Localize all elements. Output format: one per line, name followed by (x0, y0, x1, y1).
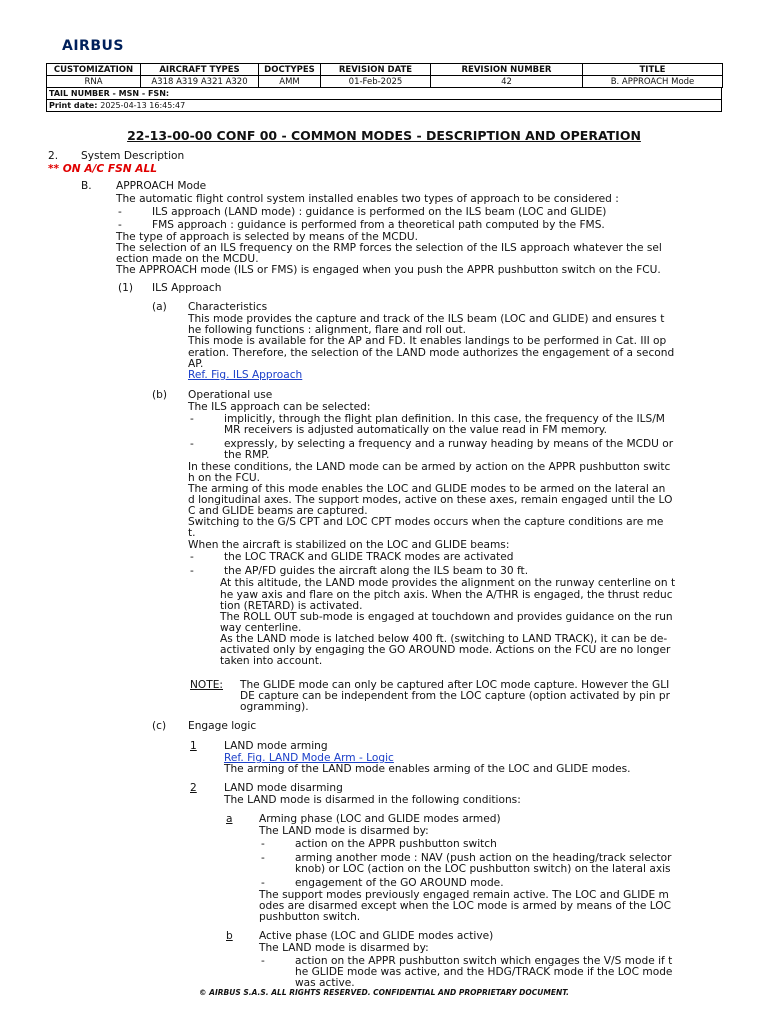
text-line: odes are disarmed except when the LOC mode is armed by means of the LOC (259, 900, 671, 912)
text-line: The automatic flight control system installed enables two types of approach to be considered : (116, 193, 619, 205)
text-line: 2. (48, 150, 59, 162)
text-line: h on the FCU. (188, 472, 261, 484)
text-line: b (226, 930, 233, 942)
text-line: The GLIDE mode can only be captured after LOC mode capture. However the GLI (240, 679, 670, 691)
text-line: the RMP. (224, 449, 270, 461)
value-cell: A318 A319 A321 A320 (141, 76, 259, 88)
text-line: ection made on the MCDU. (116, 253, 259, 265)
text-line: The LAND mode is disarmed by: (259, 825, 429, 837)
text-line: (1) (118, 282, 134, 294)
text-line: - (190, 438, 194, 450)
tail-number-row (46, 88, 722, 100)
header-row (47, 64, 723, 76)
text-line: When the aircraft is stabilized on the LOC and GLIDE beams: (188, 539, 510, 551)
text-line: way centerline. (220, 622, 302, 634)
text-line: eration. Therefore, the selection of the LAND mode authorizes the engagement of a second (188, 347, 675, 359)
text-line: The ROLL OUT sub-mode is engaged at touchdown and provides guidance on the run (220, 611, 673, 623)
text-line: d longitudinal axes. The support modes, active on these axes, remain engaged until the LO (188, 494, 673, 506)
text-line: MR receivers is adjusted automatically on the value read in FM memory. (224, 424, 607, 436)
text-line: B. (81, 180, 92, 192)
text-line: - (261, 852, 265, 864)
text-line: (a) (152, 301, 167, 313)
text-line: ogramming). (240, 701, 309, 713)
text-line: The APPROACH mode (ILS or FMS) is engaged when you push the APPR pushbutton switch on the FCU. (116, 264, 661, 276)
header-cell: REVISION DATE (321, 64, 431, 76)
text-line: (b) (152, 389, 167, 401)
text-line: FMS approach : guidance is performed from a theoretical path computed by the FMS. (152, 219, 605, 231)
text-line: Active phase (LOC and GLIDE modes active) (259, 930, 494, 942)
text-line: he following functions : alignment, flare and roll out. (188, 324, 466, 336)
text-line: the LOC TRACK and GLIDE TRACK modes are activated (224, 551, 514, 563)
text-line: This mode provides the capture and track of the ILS beam (LOC and GLIDE) and ensures t (188, 313, 665, 325)
header-cell: CUSTOMIZATION (47, 64, 141, 76)
text-line: NOTE: (190, 679, 223, 691)
text-line: 1 (190, 740, 197, 752)
text-line: he GLIDE mode was active, and the HDG/TRACK mode if the LOC mode (295, 966, 673, 978)
text-line: tion (RETARD) is activated. (220, 600, 363, 612)
header-table (46, 63, 723, 88)
text-line: - (190, 565, 194, 577)
text-line: The arming of the LAND mode enables arming of the LOC and GLIDE modes. (224, 763, 631, 775)
text-line: pushbutton switch. (259, 911, 361, 923)
header-cell: AIRCRAFT TYPES (141, 64, 259, 76)
text-line: - (190, 413, 194, 425)
text-line: Engage logic (188, 720, 257, 732)
print-date-row (46, 100, 722, 112)
text-line: - (261, 838, 265, 850)
value-cell: AMM (259, 76, 321, 88)
text-line: (c) (152, 720, 167, 732)
text-line: In these conditions, the LAND mode can be armed by action on the APPR pushbutton switc (188, 461, 671, 473)
text-line: action on the APPR pushbutton switch which engages the V/S mode if t (295, 955, 673, 967)
reference-link[interactable]: Ref. Fig. LAND Mode Arm - Logic (224, 752, 394, 764)
text-line: The type of approach is selected by means of the MCDU. (116, 231, 418, 243)
text-line: Characteristics (188, 301, 268, 313)
text-line: - (190, 551, 194, 563)
text-line: arming another mode : NAV (push action on the heading/track selector (295, 852, 672, 864)
text-line: - (261, 955, 265, 967)
print-date-label: Print date: (49, 101, 98, 110)
text-line: C and GLIDE beams are captured. (188, 505, 368, 517)
header-cell: REVISION NUMBER (431, 64, 583, 76)
text-line: knob) or LOC (action on the LOC pushbutton switch) on the lateral axis (295, 863, 671, 875)
text-line: was active. (295, 977, 355, 989)
reference-link[interactable]: Ref. Fig. ILS Approach (188, 369, 303, 381)
text-line: Operational use (188, 389, 273, 401)
text-line: The LAND mode is disarmed by: (259, 942, 429, 954)
text-line: The arming of this mode enables the LOC and GLIDE modes to be armed on the lateral an (188, 483, 666, 495)
text-line: engagement of the GO AROUND mode. (295, 877, 504, 889)
text-line: activated only by engaging the GO AROUND mode. Actions on the FCU are no longer (220, 644, 671, 656)
text-line: t. (188, 527, 196, 539)
text-line: taken into account. (220, 655, 323, 667)
copyright-footer: © AIRBUS S.A.S. ALL RIGHTS RESERVED. CONFIDENTIAL AND PROPRIETARY DOCUMENT. (199, 988, 569, 997)
header-cell: TITLE (583, 64, 723, 76)
text-line: 2 (190, 782, 197, 794)
value-cell: RNA (47, 76, 141, 88)
text-line: a (226, 813, 233, 825)
text-line: ILS Approach (152, 282, 222, 294)
text-line: action on the APPR pushbutton switch (295, 838, 497, 850)
text-line: The ILS approach can be selected: (188, 401, 371, 413)
text-line: - (118, 206, 122, 218)
text-line: LAND mode arming (224, 740, 328, 752)
text-line: The support modes previously engaged remain active. The LOC and GLIDE m (259, 889, 669, 901)
text-line: As the LAND mode is latched below 400 ft. (switching to LAND TRACK), it can be de- (220, 633, 668, 645)
text-line: DE capture can be independent from the LOC capture (option activated by pin pr (240, 690, 670, 702)
text-line: expressly, by selecting a frequency and a runway heading by means of the MCDU or (224, 438, 674, 450)
text-line: Arming phase (LOC and GLIDE modes armed) (259, 813, 501, 825)
text-line: Switching to the G/S CPT and LOC CPT modes occurs when the capture conditions are me (188, 516, 664, 528)
text-line: AP. (188, 358, 204, 370)
value-cell: 42 (431, 76, 583, 88)
header-cell: DOCTYPES (259, 64, 321, 76)
text-line: The selection of an ILS frequency on the RMP forces the selection of the ILS approach whatever the sel (116, 242, 662, 254)
text-line: he yaw axis and flare on the pitch axis. When the A/THR is engaged, the thrust reduc (220, 589, 673, 601)
document-title: 22-13-00-00 CONF 00 - COMMON MODES - DESCRIPTION AND OPERATION (127, 128, 641, 143)
effectivity-label: ** ON A/C FSN ALL (48, 163, 157, 175)
text-line: LAND mode disarming (224, 782, 343, 794)
airbus-logo: AIRBUS (62, 38, 124, 54)
text-line: ILS approach (LAND mode) : guidance is performed on the ILS beam (LOC and GLIDE) (152, 206, 607, 218)
text-line: The LAND mode is disarmed in the following conditions: (224, 794, 521, 806)
text-line: This mode is available for the AP and FD. It enables landings to be performed in Cat. III op (188, 335, 667, 347)
tail-number-label: TAIL NUMBER - MSN - FSN: (49, 89, 170, 98)
text-line: At this altitude, the LAND mode provides the alignment on the runway centerline on t (220, 577, 676, 589)
text-line: implicitly, through the flight plan definition. In this case, the frequency of the ILS/M (224, 413, 665, 425)
text-line: - (118, 219, 122, 231)
text-line: the AP/FD guides the aircraft along the ILS beam to 30 ft. (224, 565, 529, 577)
text-line: - (261, 877, 265, 889)
value-cell: 01-Feb-2025 (321, 76, 431, 88)
text-line: System Description (81, 150, 185, 162)
value-cell: B. APPROACH Mode (583, 76, 723, 88)
value-row (47, 76, 723, 88)
text-line: APPROACH Mode (116, 180, 207, 192)
print-date-value: 2025-04-13 16:45:47 (100, 101, 186, 110)
